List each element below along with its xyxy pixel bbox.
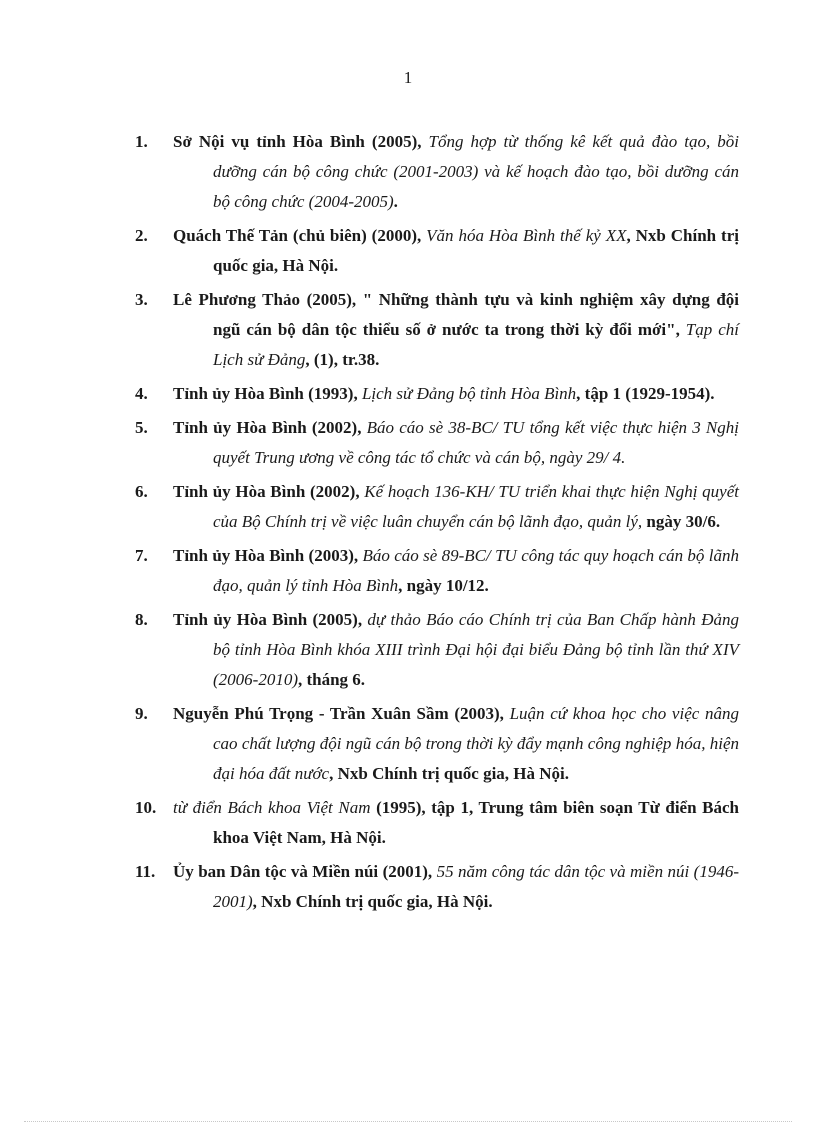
reference-text: , Nxb Chính trị quốc gia, Hà Nội. [213,226,739,275]
reference-text: Tỉnh ủy Hòa Bình (2003), [173,546,363,565]
reference-text: Quách Thế Tản (chủ biên) (2000), [173,226,427,245]
reference-title: Tạp chí Lịch sử Đảng [213,320,739,369]
reference-text: , tập 1 (1929-1954). [576,384,715,403]
reference-text: Lê Phương Thảo (2005), " Những thành tựu và kinh nghiệm xây dựng đội ngũ cán bộ dân tộc thiểu số ở nước ta trong thời kỳ đổi mới", [173,290,739,339]
reference-item [0,793,816,853]
reference-number: 10. [135,798,157,817]
reference-number: 1. [135,132,148,151]
reference-title: Lịch sử Đảng bộ tỉnh Hòa Bình [361,384,577,403]
reference-number: 6. [135,482,148,501]
reference-title: Báo cáo sè 38-BC/ TU tổng kết việc thực hiện 3 Nghị quyết Trung ương về công tác tổ chức và cán bộ, ngày 29/ 4. [213,418,739,467]
reference-title: Kế hoạch 136-KH/ TU triển khai thực hiện Nghị quyết của Bộ Chính trị về việc luân chuyển cán bộ lãnh đạo, quản lý, [213,482,739,531]
reference-title: Tổng hợp từ thống kê kết quả đào tạo, bồi dưỡng cán bộ công chức (2001-2003) và kế hoạch đào tạo, bồi dưỡng cán bộ công chức (2004-2005) [213,132,739,211]
reference-item [0,541,816,601]
reference-item [0,127,816,217]
reference-item [0,605,816,695]
reference-text: . [393,192,398,211]
reference-text: , Nxb Chính trị quốc gia, Hà Nội. [329,764,570,783]
reference-number: 7. [135,546,148,565]
reference-text: Tỉnh ủy Hòa Bình (2002), [173,418,367,437]
reference-item [0,699,816,789]
reference-text: Nguyễn Phú Trọng - Trần Xuân Sầm (2003), [173,704,510,723]
reference-title: từ điển Bách khoa Việt Nam [173,798,371,817]
reference-title: 55 năm công tác dân tộc và miền núi (1946-2001) [213,862,739,911]
reference-text: Tỉnh ủy Hòa Bình (2002), [173,482,365,501]
reference-text: , tháng 6. [297,670,366,689]
reference-item [0,857,816,917]
reference-text: Sở Nội vụ tỉnh Hòa Bình (2005), [173,132,429,151]
reference-text: ngày 30/6. [642,512,721,531]
reference-number: 5. [135,418,148,437]
reference-text: Tỉnh ủy Hòa Bình (1993), [173,384,362,403]
reference-text: , ngày 10/12. [398,576,489,595]
page-bottom-rule [24,1121,792,1122]
reference-title: Báo cáo sè 89-BC/ TU công tác quy hoạch cán bộ lãnh đạo, quản lý tỉnh Hòa Bình [213,546,739,595]
reference-item [0,285,816,375]
reference-title: dự thảo Báo cáo Chính trị của Ban Chấp hành Đảng bộ tỉnh Hòa Bình khóa XIII trình Đại hội đại biểu Đảng bộ tỉnh lần thứ XIV (2006-2010) [213,610,739,689]
reference-number: 3. [135,290,148,309]
reference-text: , Nxb Chính trị quốc gia, Hà Nội. [252,892,493,911]
reference-item [0,413,816,473]
reference-item [0,477,816,537]
reference-title: Luận cứ khoa học cho việc nâng cao chất lượng đội ngũ cán bộ trong thời kỳ đẩy mạnh công nghiệp hóa, hiện đại hóa đất nước [213,704,739,783]
reference-text: (1995), tập 1, Trung tâm biên soạn Từ điển Bách khoa Việt Nam, Hà Nội. [213,798,739,847]
reference-number: 2. [135,226,148,245]
reference-title: Văn hóa Hòa Bình thế kỷ XX [426,226,627,245]
page-number: 1 [403,68,413,87]
reference-item [0,221,816,281]
reference-number: 9. [135,704,148,723]
reference-text: , (1), tr.38. [305,350,380,369]
reference-list [0,127,816,921]
reference-text: Ủy ban Dân tộc và Miền núi (2001), [173,862,437,881]
reference-item [0,379,816,409]
reference-text: Tỉnh ủy Hòa Bình (2005), [173,610,368,629]
reference-number: 4. [135,384,148,403]
reference-number: 8. [135,610,148,629]
reference-number: 11. [135,862,156,881]
